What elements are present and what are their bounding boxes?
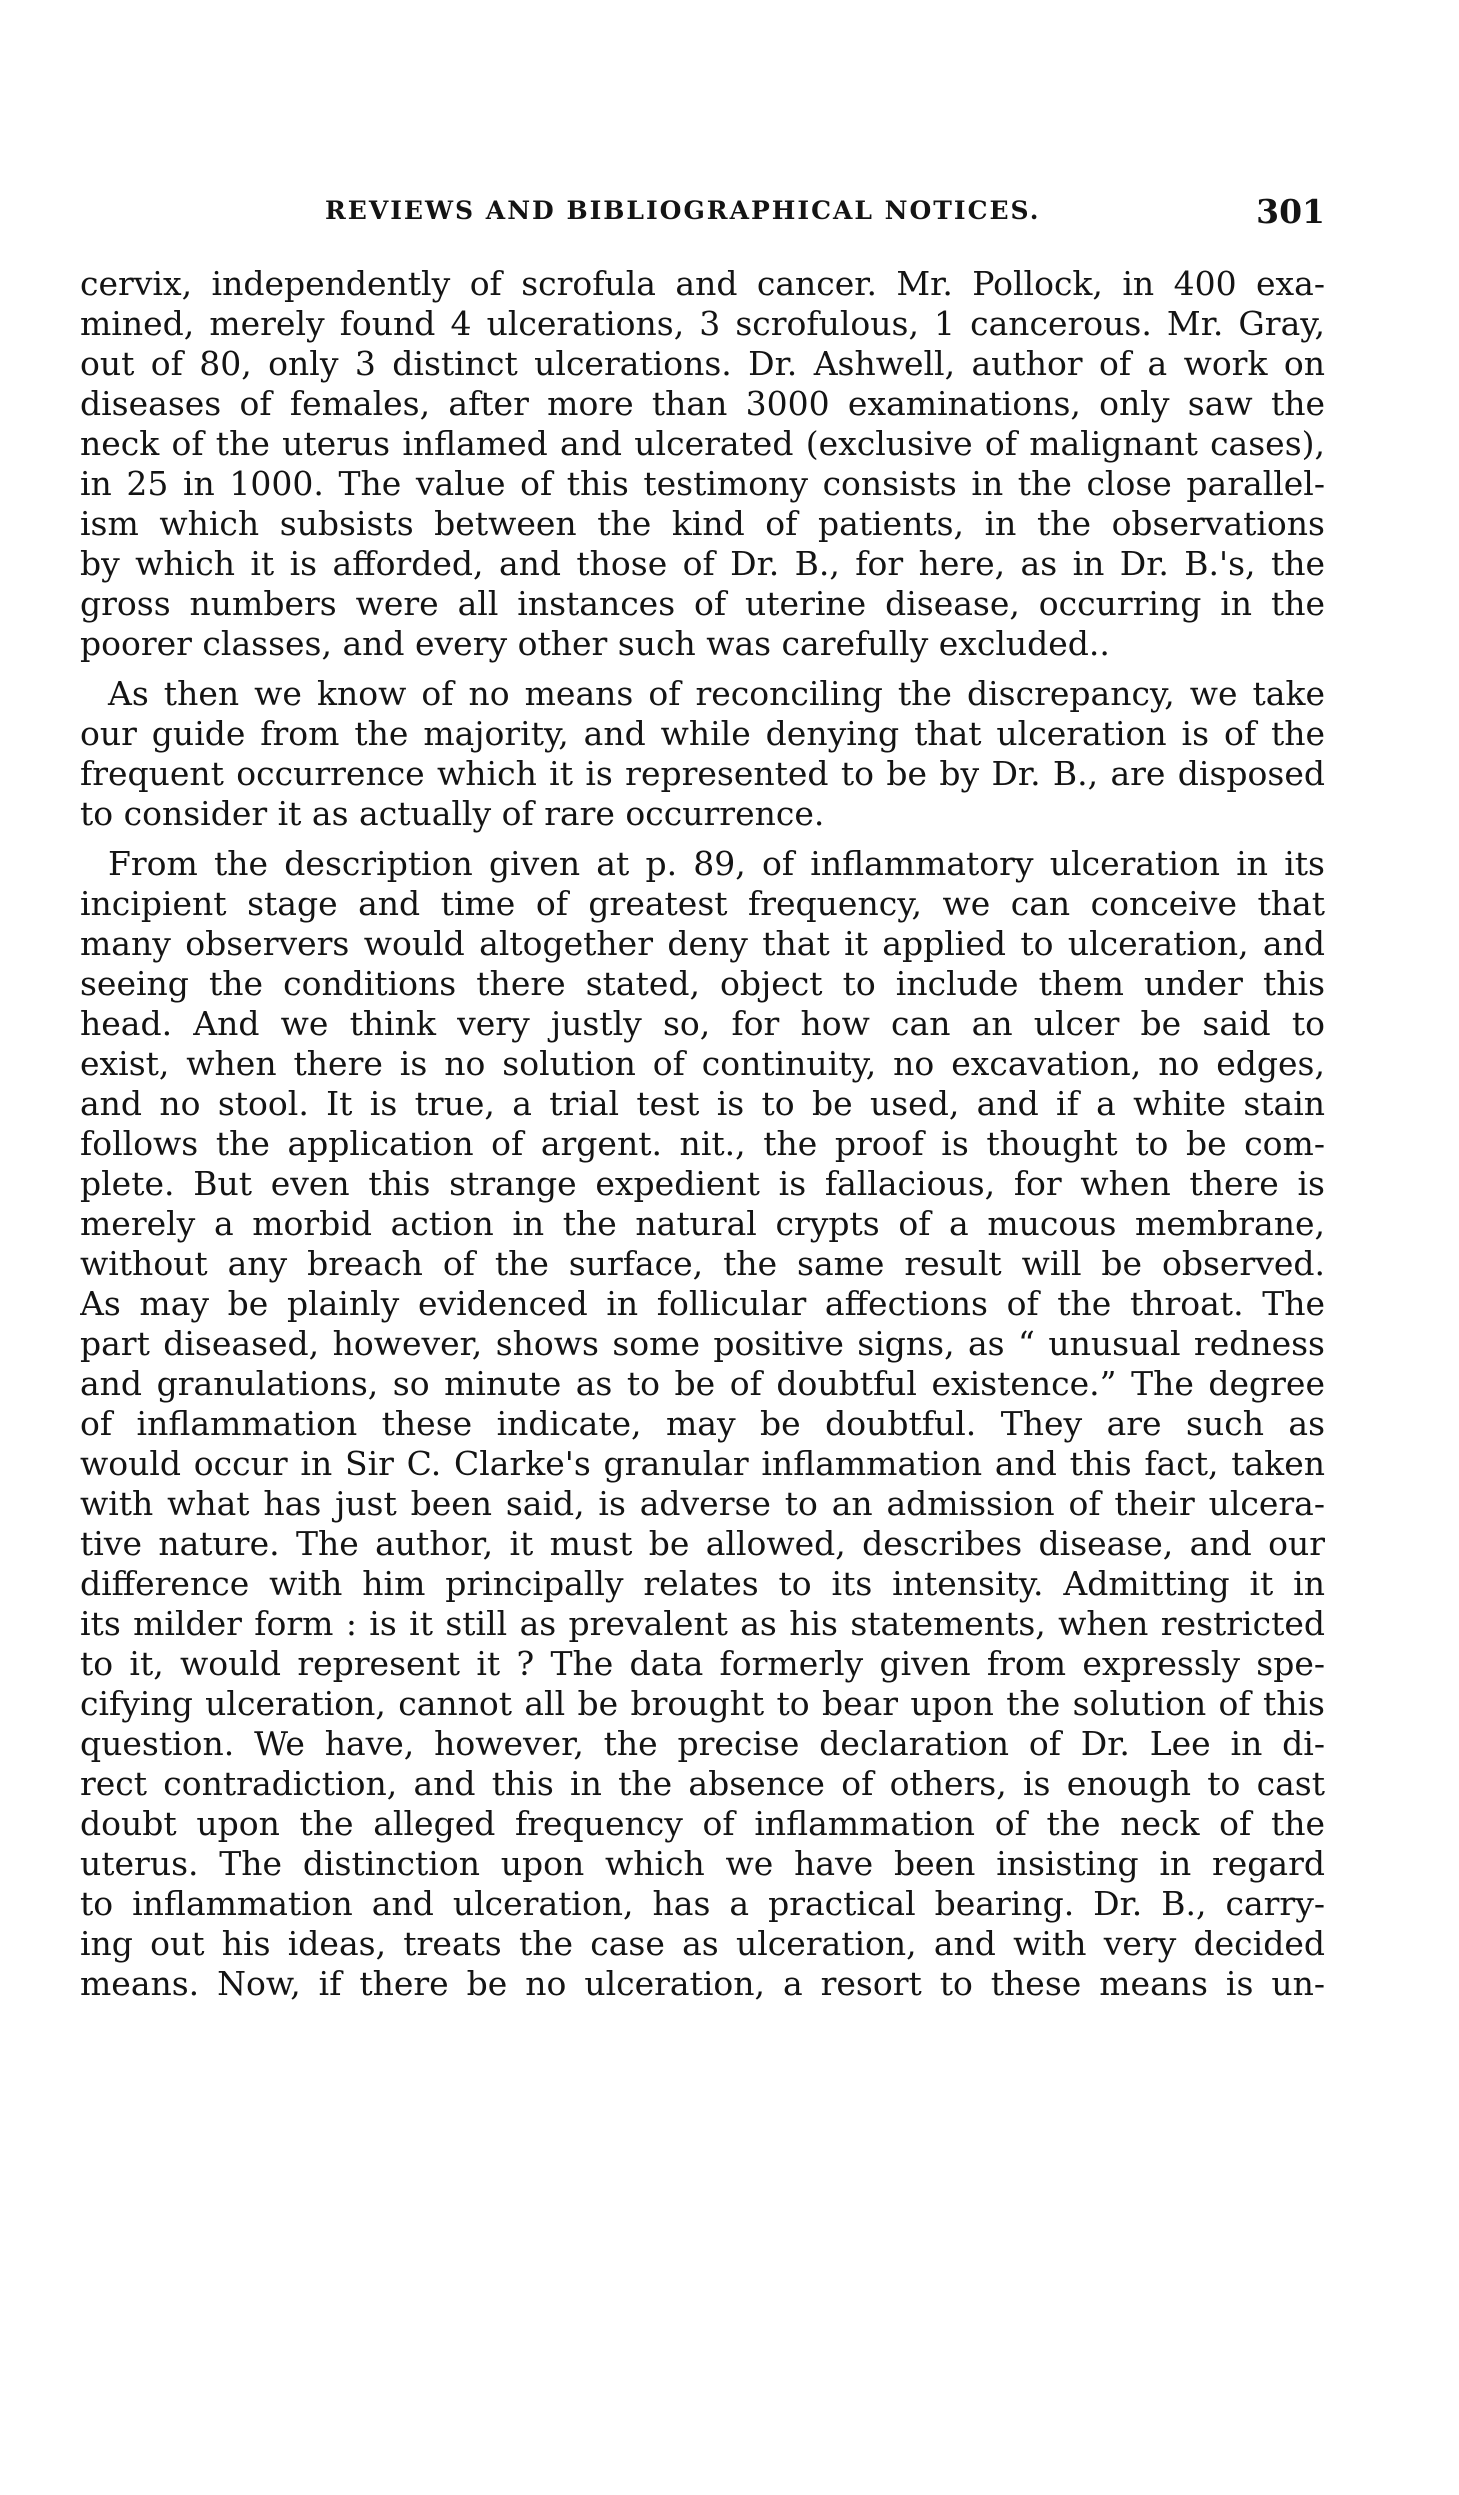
paragraph-3 bbox=[80, 844, 1325, 2004]
text-line: difference with him principally relates to its intensity. Admitting it in bbox=[80, 1564, 1325, 1603]
paragraph-gap bbox=[80, 664, 1325, 674]
body-text bbox=[80, 264, 1325, 2004]
text-line: incipient stage and time of greatest frequency, we can conceive that bbox=[80, 884, 1325, 923]
text-line: gross numbers were all instances of uterine disease, occurring in the bbox=[80, 584, 1325, 623]
text-line: to consider it as actually of rare occurrence. bbox=[80, 794, 825, 833]
text-line: merely a morbid action in the natural crypts of a mucous membrane, bbox=[80, 1204, 1325, 1243]
text-line: diseases of females, after more than 3000 examinations, only saw the bbox=[80, 384, 1325, 423]
running-title: REVIEWS AND BIBLIOGRAPHICAL NOTICES. bbox=[325, 196, 1041, 225]
text-line: poorer classes, and every other such was carefully excluded.. bbox=[80, 624, 1110, 663]
text-line: mined, merely found 4 ulcerations, 3 scrofulous, 1 cancerous. Mr. Gray, bbox=[80, 304, 1325, 343]
text-line: without any breach of the surface, the same result will be observed. bbox=[80, 1244, 1325, 1283]
paragraph-gap bbox=[80, 834, 1325, 844]
paragraph-2 bbox=[80, 674, 1325, 834]
text-line: by which it is afforded, and those of Dr. B., for here, as in Dr. B.'s, the bbox=[80, 544, 1325, 583]
text-line: uterus. The distinction upon which we have been insisting in regard bbox=[80, 1844, 1325, 1883]
text-line: to it, would represent it ? The data formerly given from expressly spe- bbox=[80, 1644, 1325, 1683]
text-line: part diseased, however, shows some positive signs, as “ unusual redness bbox=[80, 1324, 1325, 1363]
running-head bbox=[80, 192, 1325, 246]
text-line: doubt upon the alleged frequency of inflammation of the neck of the bbox=[80, 1804, 1325, 1843]
text-line: frequent occurrence which it is represented to be by Dr. B., are disposed bbox=[80, 754, 1325, 793]
text-line: question. We have, however, the precise declaration of Dr. Lee in di- bbox=[80, 1724, 1325, 1763]
text-line: to inflammation and ulceration, has a practical bearing. Dr. B., carry- bbox=[80, 1884, 1325, 1923]
text-line: ism which subsists between the kind of patients, in the observations bbox=[80, 504, 1325, 543]
text-line: seeing the conditions there stated, object to include them under this bbox=[80, 964, 1325, 1003]
text-line: of inflammation these indicate, may be doubtful. They are such as bbox=[80, 1404, 1325, 1443]
text-line: many observers would altogether deny that it applied to ulceration, and bbox=[80, 924, 1325, 963]
text-line: with what has just been said, is adverse to an admission of their ulcera- bbox=[80, 1484, 1325, 1523]
paragraph-1 bbox=[80, 264, 1325, 664]
text-line: neck of the uterus inflamed and ulcerated (exclusive of malignant cases), bbox=[80, 424, 1325, 463]
text-line: plete. But even this strange expedient is fallacious, for when there is bbox=[80, 1164, 1325, 1203]
text-line: ing out his ideas, treats the case as ulceration, and with very decided bbox=[80, 1924, 1325, 1963]
text-line: and granulations, so minute as to be of doubtful existence.” The degree bbox=[80, 1364, 1325, 1403]
text-line: tive nature. The author, it must be allowed, describes disease, and our bbox=[80, 1524, 1325, 1563]
text-line: cifying ulceration, cannot all be brought to bear upon the solution of this bbox=[80, 1684, 1325, 1723]
text-line: and no stool. It is true, a trial test is to be used, and if a white stain bbox=[80, 1084, 1325, 1123]
text-line: As may be plainly evidenced in follicular affections of the throat. The bbox=[80, 1284, 1325, 1323]
page-number: 301 bbox=[1256, 192, 1325, 231]
text-line: would occur in Sir C. Clarke's granular inflammation and this fact, taken bbox=[80, 1444, 1325, 1483]
text-line: As then we know of no means of reconciling the discrepancy, we take bbox=[108, 674, 1325, 713]
text-line: means. Now, if there be no ulceration, a resort to these means is un- bbox=[80, 1964, 1325, 2003]
text-line: in 25 in 1000. The value of this testimony consists in the close parallel- bbox=[80, 464, 1325, 503]
text-line: cervix, independently of scrofula and cancer. Mr. Pollock, in 400 exa- bbox=[80, 264, 1325, 303]
text-line: head. And we think very justly so, for how can an ulcer be said to bbox=[80, 1004, 1325, 1043]
text-line: exist, when there is no solution of continuity, no excavation, no edges, bbox=[80, 1044, 1325, 1083]
text-line: follows the application of argent. nit., the proof is thought to be com- bbox=[80, 1124, 1325, 1163]
text-line: From the description given at p. 89, of inflammatory ulceration in its bbox=[108, 844, 1325, 883]
text-line: our guide from the majority, and while denying that ulceration is of the bbox=[80, 714, 1325, 753]
text-line: its milder form : is it still as prevalent as his statements, when restricted bbox=[80, 1604, 1325, 1643]
text-line: rect contradiction, and this in the absence of others, is enough to cast bbox=[80, 1764, 1325, 1803]
text-line: out of 80, only 3 distinct ulcerations. Dr. Ashwell, author of a work on bbox=[80, 344, 1325, 383]
